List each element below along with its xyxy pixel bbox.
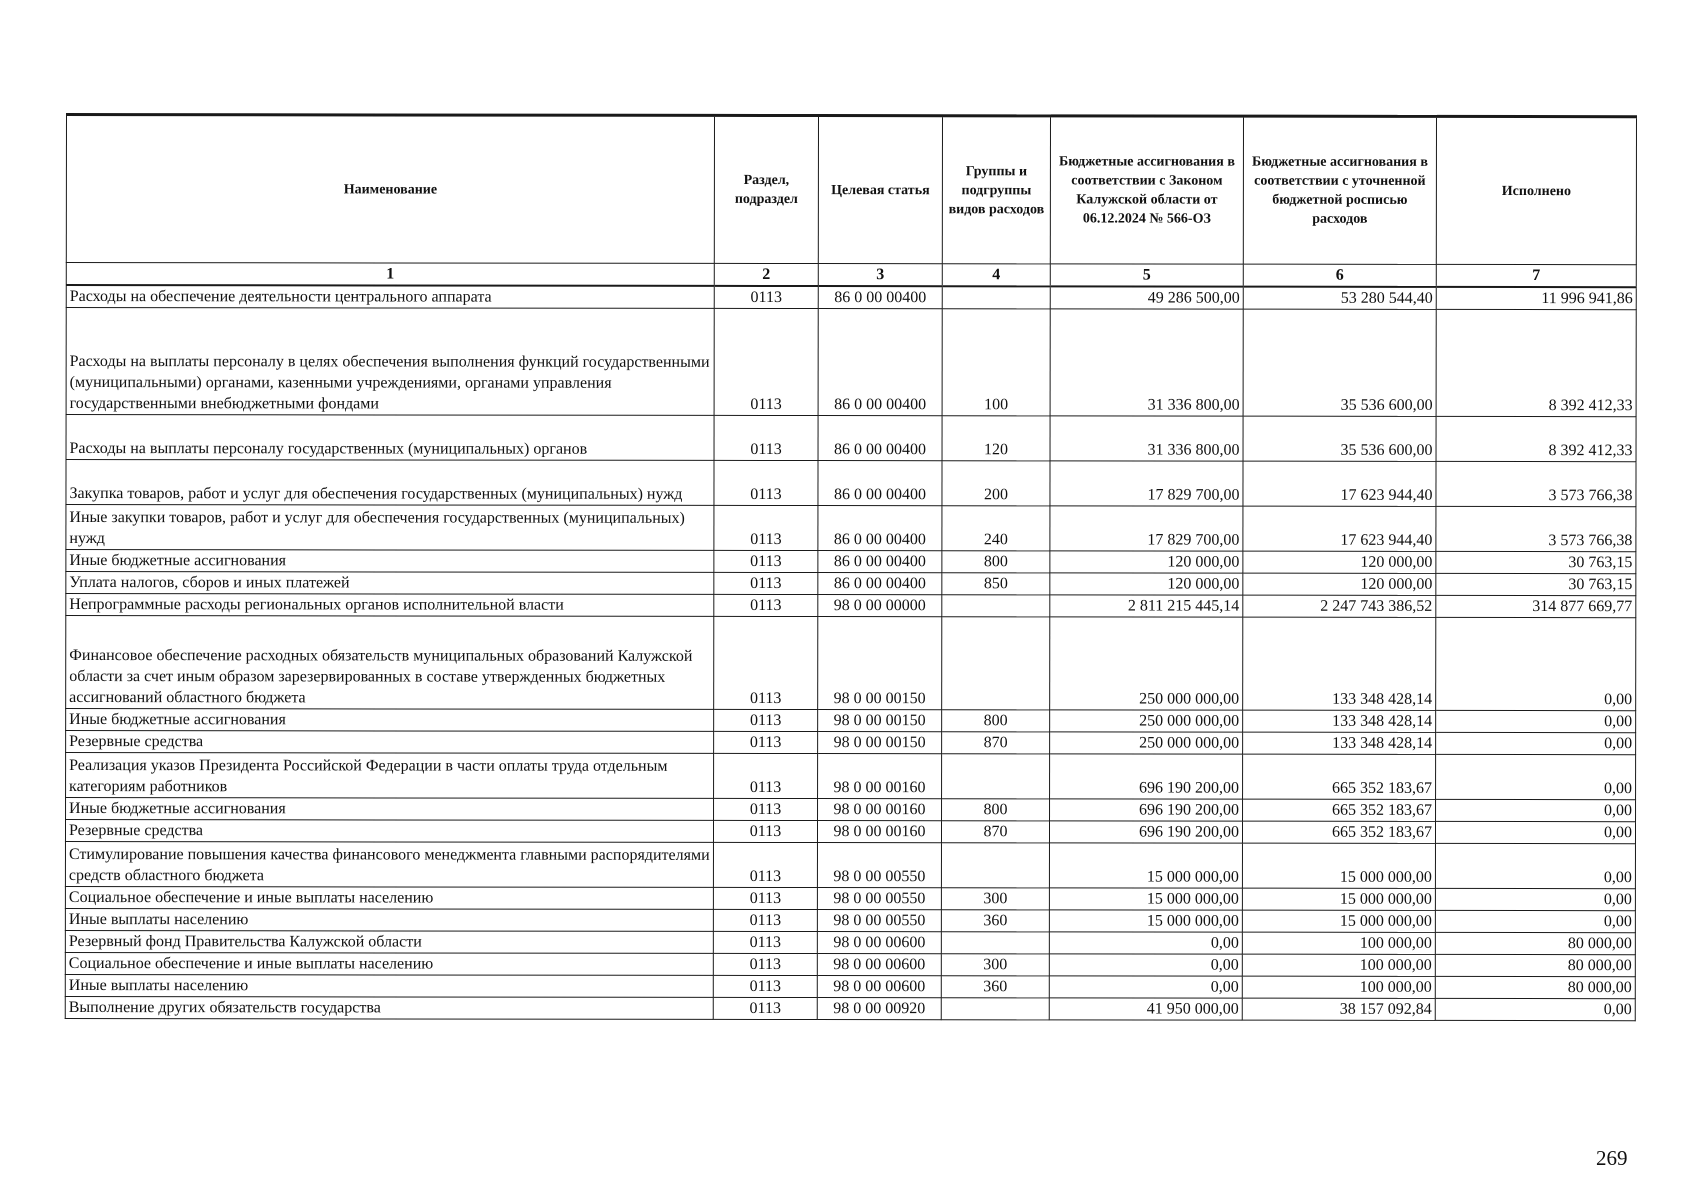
row-expense-group: 200 (942, 461, 1050, 506)
row-law-allocation: 2 811 215 445,14 (1050, 595, 1243, 617)
row-executed: 0,00 (1436, 617, 1636, 710)
row-expense-group: 300 (941, 888, 1049, 910)
row-executed: 8 392 412,33 (1436, 309, 1636, 416)
row-law-allocation: 250 000 000,00 (1050, 710, 1243, 732)
row-expense-group (942, 286, 1050, 309)
table-row (66, 550, 1636, 574)
table-row (66, 709, 1636, 733)
row-target-article: 98 0 00 00550 (817, 888, 941, 910)
row-refined-allocation: 35 536 600,00 (1243, 416, 1436, 461)
row-name: Социальное обеспечение и иные выплаты населению (65, 952, 713, 975)
row-name: Уплата налогов, сборов и иных платежей (66, 572, 714, 595)
row-target-article: 98 0 00 00150 (818, 732, 942, 754)
row-law-allocation: 696 190 200,00 (1049, 821, 1242, 843)
row-expense-group: 800 (942, 551, 1050, 573)
row-section: 0113 (713, 887, 817, 909)
table-row (66, 572, 1636, 596)
row-executed: 80 000,00 (1435, 976, 1635, 998)
column-number: 3 (818, 264, 942, 287)
row-target-article: 98 0 00 00550 (817, 910, 941, 932)
row-target-article: 98 0 00 00160 (817, 821, 941, 843)
row-executed: 0,00 (1436, 710, 1636, 732)
header-section: Раздел, подраздел (714, 115, 818, 263)
row-section: 0113 (714, 731, 818, 753)
row-refined-allocation: 133 348 428,14 (1243, 617, 1436, 710)
row-refined-allocation: 100 000,00 (1242, 932, 1435, 954)
row-executed: 80 000,00 (1435, 932, 1635, 954)
row-section: 0113 (714, 616, 818, 709)
row-executed: 0,00 (1435, 843, 1635, 888)
row-expense-group (942, 617, 1050, 710)
row-expense-group: 850 (942, 573, 1050, 595)
table-row (66, 308, 1636, 417)
row-expense-group: 870 (941, 821, 1049, 843)
row-law-allocation: 120 000,00 (1050, 551, 1243, 573)
row-refined-allocation: 38 157 092,84 (1242, 998, 1435, 1020)
table-row (66, 731, 1636, 755)
column-number: 2 (714, 263, 818, 286)
row-section: 0113 (713, 842, 817, 887)
row-law-allocation: 120 000,00 (1050, 573, 1243, 595)
row-refined-allocation: 120 000,00 (1243, 551, 1436, 573)
header-refined-allocation: Бюджетные ассигнования в соответствии с уточненной бюджетной росписью расходов (1243, 116, 1436, 264)
table-row (66, 505, 1636, 552)
table-row (65, 974, 1635, 998)
row-section: 0113 (714, 550, 818, 572)
table-row (65, 908, 1635, 932)
row-section: 0113 (713, 997, 817, 1019)
row-law-allocation: 15 000 000,00 (1049, 910, 1242, 932)
row-refined-allocation: 133 348 428,14 (1243, 710, 1436, 732)
row-law-allocation: 31 336 800,00 (1050, 309, 1243, 416)
row-target-article: 86 0 00 00400 (818, 573, 942, 595)
row-section: 0113 (713, 975, 817, 997)
row-target-article: 98 0 00 00600 (817, 954, 941, 976)
row-target-article: 98 0 00 00150 (818, 710, 942, 732)
row-expense-group: 120 (942, 416, 1050, 461)
row-law-allocation: 0,00 (1049, 954, 1242, 976)
table-row (66, 460, 1636, 507)
row-section: 0113 (713, 931, 817, 953)
row-target-article: 86 0 00 00400 (818, 416, 942, 461)
row-name: Расходы на обеспечение деятельности центрального аппарата (66, 285, 714, 308)
row-refined-allocation: 15 000 000,00 (1242, 843, 1435, 888)
row-target-article: 98 0 00 00550 (817, 843, 941, 888)
row-executed: 3 573 766,38 (1436, 506, 1636, 551)
table-row (66, 594, 1636, 618)
row-law-allocation: 250 000 000,00 (1050, 617, 1243, 710)
column-number: 1 (66, 263, 714, 286)
row-section: 0113 (713, 909, 817, 931)
row-executed: 11 996 941,86 (1436, 287, 1636, 310)
row-name: Иные бюджетные ассигнования (66, 550, 714, 573)
table-row (65, 952, 1635, 976)
table-row (66, 753, 1636, 800)
row-section: 0113 (714, 709, 818, 731)
row-target-article: 98 0 00 00600 (817, 932, 941, 954)
row-law-allocation: 0,00 (1049, 932, 1242, 954)
row-law-allocation: 49 286 500,00 (1050, 286, 1243, 309)
row-section: 0113 (713, 820, 817, 842)
column-number: 5 (1050, 264, 1243, 287)
row-target-article: 86 0 00 00400 (818, 309, 942, 416)
header-law-allocation: Бюджетные ассигнования в соответствии с Законом Калужской области от 06.12.2024 № 566-ОЗ (1050, 116, 1243, 264)
row-executed: 0,00 (1435, 821, 1635, 843)
row-refined-allocation: 100 000,00 (1242, 976, 1435, 998)
row-expense-group (941, 998, 1049, 1020)
row-refined-allocation: 17 623 944,40 (1243, 461, 1436, 506)
row-name: Иные закупки товаров, работ и услуг для обеспечения государственных (муниципальных) нужд (66, 505, 714, 551)
row-name: Расходы на выплаты персоналу государственных (муниципальных) органов (66, 415, 714, 461)
row-name: Резервные средства (65, 820, 713, 843)
row-name: Иные бюджетные ассигнования (66, 798, 714, 821)
table-row (66, 798, 1636, 822)
row-target-article: 98 0 00 00150 (818, 617, 942, 710)
header-group: Группы и подгруппы видов расходов (942, 116, 1050, 264)
row-expense-group: 360 (941, 976, 1049, 998)
row-law-allocation: 41 950 000,00 (1049, 998, 1242, 1020)
row-executed: 8 392 412,33 (1436, 416, 1636, 461)
header-target: Целевая статья (818, 116, 942, 264)
row-refined-allocation: 665 352 183,67 (1243, 799, 1436, 821)
row-name: Расходы на выплаты персоналу в целях обеспечения выполнения функций государственными (муниципальными) органами, казенными учреждениями, органами управления государственными внебюджетными фондами (66, 308, 714, 416)
budget-table-container (66, 113, 1636, 1019)
row-name: Закупка товаров, работ и услуг для обеспечения государственных (муниципальных) нужд (66, 460, 714, 506)
row-target-article: 98 0 00 00160 (818, 754, 942, 799)
header-name: Наименование (66, 115, 714, 264)
row-refined-allocation: 53 280 544,40 (1243, 287, 1436, 310)
row-refined-allocation: 120 000,00 (1243, 573, 1436, 595)
row-section: 0113 (714, 415, 818, 460)
row-target-article: 98 0 00 00000 (818, 595, 942, 617)
row-name: Иные бюджетные ассигнования (66, 709, 714, 732)
row-refined-allocation: 133 348 428,14 (1243, 732, 1436, 754)
row-law-allocation: 15 000 000,00 (1049, 843, 1242, 888)
row-target-article: 98 0 00 00600 (817, 976, 941, 998)
row-expense-group: 240 (942, 506, 1050, 551)
row-executed: 3 573 766,38 (1436, 461, 1636, 506)
row-target-article: 86 0 00 00400 (818, 461, 942, 506)
row-expense-group: 870 (942, 732, 1050, 754)
row-section: 0113 (714, 572, 818, 594)
row-expense-group: 300 (941, 954, 1049, 976)
row-section: 0113 (714, 286, 818, 309)
row-section: 0113 (714, 505, 818, 550)
row-expense-group (942, 595, 1050, 617)
row-executed: 30 763,15 (1436, 573, 1636, 595)
row-law-allocation: 696 190 200,00 (1050, 754, 1243, 799)
row-name: Иные выплаты населению (65, 974, 713, 997)
table-row (65, 996, 1635, 1020)
page-number: 269 (1596, 1146, 1628, 1170)
table-row (65, 930, 1635, 954)
row-executed: 0,00 (1435, 910, 1635, 932)
row-executed: 0,00 (1436, 754, 1636, 799)
row-expense-group: 360 (941, 910, 1049, 932)
row-refined-allocation: 100 000,00 (1242, 954, 1435, 976)
row-target-article: 86 0 00 00400 (818, 286, 942, 309)
header-executed: Исполнено (1436, 116, 1636, 264)
row-law-allocation: 17 829 700,00 (1050, 506, 1243, 551)
table-row (66, 415, 1636, 462)
row-law-allocation: 31 336 800,00 (1050, 416, 1243, 461)
row-law-allocation: 696 190 200,00 (1050, 799, 1243, 821)
column-number: 7 (1436, 264, 1636, 287)
row-name: Реализация указов Президента Российской Федерации в части оплаты труда отдельным категориям работников (66, 753, 714, 799)
row-expense-group: 800 (942, 799, 1050, 821)
row-target-article: 86 0 00 00400 (818, 506, 942, 551)
row-section: 0113 (714, 460, 818, 505)
table-row (66, 616, 1636, 711)
row-name: Социальное обеспечение и иные выплаты населению (65, 886, 713, 909)
column-number: 4 (942, 264, 1050, 287)
row-name: Резервный фонд Правительства Калужской области (65, 930, 713, 953)
row-law-allocation: 15 000 000,00 (1049, 888, 1242, 910)
row-refined-allocation: 665 352 183,67 (1243, 754, 1436, 799)
row-name: Финансовое обеспечение расходных обязательств муниципальных образований Калужской области за счет иным образом зарезервированных в составе утвержденных бюджетных ассигнований областного бюджета (66, 616, 714, 710)
row-law-allocation: 250 000 000,00 (1050, 732, 1243, 754)
row-refined-allocation: 15 000 000,00 (1242, 888, 1435, 910)
row-section: 0113 (713, 953, 817, 975)
row-expense-group (941, 932, 1049, 954)
row-executed: 80 000,00 (1435, 954, 1635, 976)
row-executed: 0,00 (1436, 799, 1636, 821)
row-law-allocation: 0,00 (1049, 976, 1242, 998)
row-name: Иные выплаты населению (65, 908, 713, 931)
row-refined-allocation: 17 623 944,40 (1243, 506, 1436, 551)
row-name: Выполнение других обязательств государства (65, 996, 713, 1019)
row-name: Стимулирование повышения качества финансового менеджмента главными распорядителями средств областного бюджета (65, 842, 713, 888)
row-law-allocation: 17 829 700,00 (1050, 461, 1243, 506)
row-section: 0113 (714, 594, 818, 616)
row-section: 0113 (714, 308, 818, 415)
row-name: Непрограммные расходы региональных органов исполнительной власти (66, 594, 714, 617)
row-expense-group (942, 754, 1050, 799)
row-refined-allocation: 15 000 000,00 (1242, 910, 1435, 932)
row-refined-allocation: 665 352 183,67 (1242, 821, 1435, 843)
row-executed: 30 763,15 (1436, 551, 1636, 573)
row-refined-allocation: 35 536 600,00 (1243, 309, 1436, 416)
table-row (65, 820, 1635, 844)
column-number-row (66, 263, 1636, 288)
row-section: 0113 (714, 798, 818, 820)
row-expense-group (941, 843, 1049, 888)
row-expense-group: 800 (942, 710, 1050, 732)
row-executed: 0,00 (1436, 732, 1636, 754)
budget-table (65, 113, 1637, 1021)
row-target-article: 98 0 00 00160 (818, 799, 942, 821)
row-target-article: 98 0 00 00920 (817, 998, 941, 1020)
header-row (66, 115, 1636, 265)
table-row (65, 842, 1635, 889)
table-row (65, 886, 1635, 910)
row-executed: 0,00 (1435, 998, 1635, 1020)
column-number: 6 (1243, 264, 1436, 287)
row-executed: 314 877 669,77 (1436, 595, 1636, 617)
row-expense-group: 100 (942, 309, 1050, 416)
table-row (66, 285, 1636, 310)
row-section: 0113 (714, 753, 818, 798)
row-target-article: 86 0 00 00400 (818, 551, 942, 573)
row-name: Резервные средства (66, 731, 714, 754)
row-refined-allocation: 2 247 743 386,52 (1243, 595, 1436, 617)
row-executed: 0,00 (1435, 888, 1635, 910)
